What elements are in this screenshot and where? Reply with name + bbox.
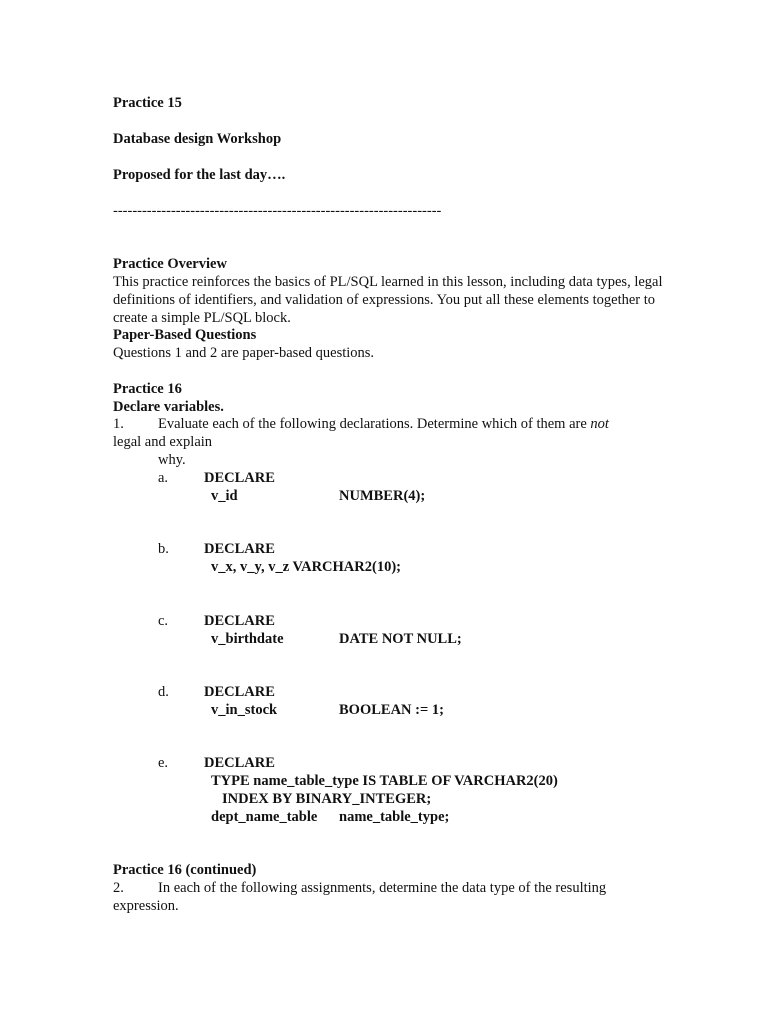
item-a-letter: a. (158, 470, 169, 486)
item-d-declare: DECLARE (204, 684, 275, 700)
question-2-number: 2. (113, 880, 124, 896)
item-d-letter: d. (158, 684, 169, 700)
item-e-type-line: TYPE name_table_type IS TABLE OF VARCHAR2(20) (211, 773, 558, 789)
question-1-number: 1. (113, 416, 124, 432)
overview-heading: Practice Overview (113, 256, 227, 272)
practice-16-heading: Practice 16 (113, 381, 182, 397)
question-2-text-cont: expression. (113, 898, 179, 914)
practice-15-title: Practice 15 (113, 95, 182, 111)
question-2-text: In each of the following assignments, determine the data type of the resulting (158, 880, 607, 896)
item-e-index-line: INDEX BY BINARY_INTEGER; (222, 791, 432, 807)
paper-questions-body: Questions 1 and 2 are paper-based questions. (113, 345, 375, 361)
item-e-declare: DECLARE (204, 755, 275, 771)
question-1-text-part: Evaluate each of the following declarations. Determine which of them are (158, 416, 591, 432)
item-c-type: DATE NOT NULL; (339, 631, 462, 647)
item-a-type: NUMBER(4); (339, 488, 426, 504)
workshop-title: Database design Workshop (113, 131, 282, 147)
item-d-variable: v_in_stock (211, 702, 278, 718)
item-e-letter: e. (158, 755, 169, 771)
divider-line: -------------------------------------------------------------------- (113, 203, 442, 219)
item-c-variable: v_birthdate (211, 631, 284, 647)
item-e-variable: dept_name_table (211, 809, 318, 825)
paper-questions-heading: Paper-Based Questions (113, 327, 257, 343)
item-d-type: BOOLEAN := 1; (339, 702, 444, 718)
practice-16-continued-heading: Practice 16 (continued) (113, 862, 257, 878)
declare-variables-subheading: Declare variables. (113, 399, 224, 415)
item-b-declare: DECLARE (204, 541, 275, 557)
item-a-declare: DECLARE (204, 470, 275, 486)
item-b-letter: b. (158, 541, 169, 557)
item-b-variable: v_x, v_y, v_z VARCHAR2(10); (211, 559, 401, 575)
question-1-text-why: why. (158, 452, 186, 468)
proposed-line: Proposed for the last day…. (113, 167, 286, 183)
question-1-text (158, 415, 609, 433)
question-1-text-cont: legal and explain (113, 434, 213, 450)
overview-body: This practice reinforces the basics of PL/SQL learned in this lesson, including data types, legal definitions of identifiers, and validation of expressions. You put all these elements together to create a simple PL/SQL block. (113, 274, 663, 326)
item-a-variable: v_id (211, 488, 238, 504)
item-e-type: name_table_type; (339, 809, 450, 825)
item-c-letter: c. (158, 613, 169, 629)
item-c-declare: DECLARE (204, 613, 275, 629)
question-1-emphasis: not (590, 416, 609, 432)
